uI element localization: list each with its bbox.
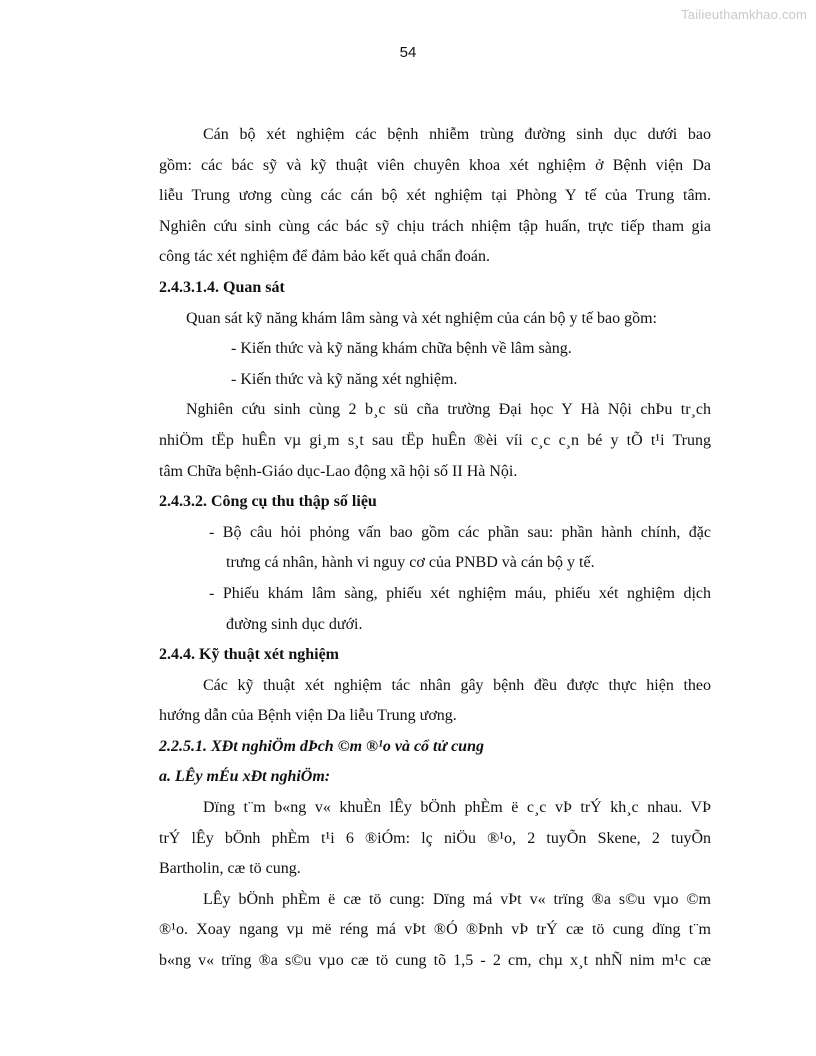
document-body [159, 120, 711, 977]
list-item: - Kiến thức và kỹ năng khám chữa bệnh về lâm sàng. [231, 340, 572, 358]
paragraph-line: Dïng t¨m b«ng v« khuÈn lÊy bÖnh phÈm ë c¸c vÞ trÝ kh¸c nhau. VÞ [203, 799, 711, 817]
watermark-text: Tailieuthamkhao.com [681, 7, 807, 22]
paragraph-line: công tác xét nghiệm để đảm bảo kết quả chẩn đoán. [159, 248, 490, 266]
section-heading-cong-cu: 2.4.3.2. Công cụ thu thập số liệu [159, 493, 377, 511]
list-item: - Bộ câu hỏi phỏng vấn bao gồm các phần sau: phần hành chính, đặc [209, 523, 711, 541]
paragraph-line: b«ng v« trïng ®a s©u vµo cæ tö cung tõ 1,5 - 2 cm, chµ x¸t nhÑ nim m¹c cæ [159, 952, 711, 970]
paragraph-line: LÊy bÖnh phÈm ë cæ tö cung: Dïng má vÞt v« trïng ®a s©u vµo ©m [203, 890, 711, 908]
paragraph-line: Nghiên cứu sinh cùng 2 b¸c sü cña trường Đại học Y Hà Nội chÞu tr¸ch [186, 401, 711, 419]
section-heading-ky-thuat: 2.4.4. Kỹ thuật xét nghiệm [159, 646, 339, 664]
paragraph-line: Cán bộ xét nghiệm các bệnh nhiễm trùng đường sinh dục dưới bao [203, 126, 711, 143]
paragraph-line: hướng dẫn của Bệnh viện Da liễu Trung ương. [159, 707, 457, 725]
paragraph-line: ®¹o. Xoay ngang vµ më réng má vÞt ®Ó ®Þnh vÞ trÝ cæ tö cung dïng t¨m [159, 921, 711, 939]
list-item: - Phiếu khám lâm sàng, phiếu xét nghiệm máu, phiếu xét nghiệm dịch [209, 584, 711, 602]
page-number: 54 [399, 44, 417, 61]
paragraph-line: nhiÖm tËp huÊn vµ gi¸m s¸t sau tËp huÊn ®èi víi c¸c c¸n bé y tÕ t¹i Trung [159, 431, 711, 449]
subsection-heading: 2.2.5.1. XÐt nghiÖm dÞch ©m ®¹o và cổ tử cung [159, 737, 484, 755]
paragraph-line: liễu Trung ương cùng các cán bộ xét nghiệm tại Phòng Y tế của Trung tâm. [159, 187, 711, 205]
paragraph-line: Nghiên cứu sinh cùng các bác sỹ chịu trách nhiệm tập huấn, trực tiếp tham gia [159, 217, 711, 235]
subsection-heading: a. LÊy mÉu xÐt nghiÖm: [159, 768, 331, 786]
list-item: - Kiến thức và kỹ năng xét nghiệm. [231, 370, 458, 388]
paragraph-line: trÝ lÊy bÖnh phÈm t¹i 6 ®iÓm: lç niÖu ®¹o, 2 tuyÕn Skene, 2 tuyÕn [159, 829, 711, 847]
paragraph-line: Bartholin, cæ tö cung. [159, 860, 301, 878]
paragraph-line: Quan sát kỹ năng khám lâm sàng và xét nghiệm của cán bộ y tế bao gồm: [186, 309, 657, 327]
list-item-continuation: đường sinh dục dưới. [226, 615, 363, 633]
section-heading-quan-sat: 2.4.3.1.4. Quan sát [159, 278, 285, 296]
paragraph-line: gồm: các bác sỹ và kỹ thuật viên chuyên khoa xét nghiệm ở Bệnh viện Da [159, 156, 711, 174]
list-item-continuation: trưng cá nhân, hành vi nguy cơ của PNBD và cán bộ y tế. [226, 554, 595, 572]
paragraph-line: Các kỹ thuật xét nghiệm tác nhân gây bệnh đều được thực hiện theo [203, 676, 711, 694]
paragraph-line: tâm Chữa bệnh-Giáo dục-Lao động xã hội số II Hà Nội. [159, 462, 518, 480]
